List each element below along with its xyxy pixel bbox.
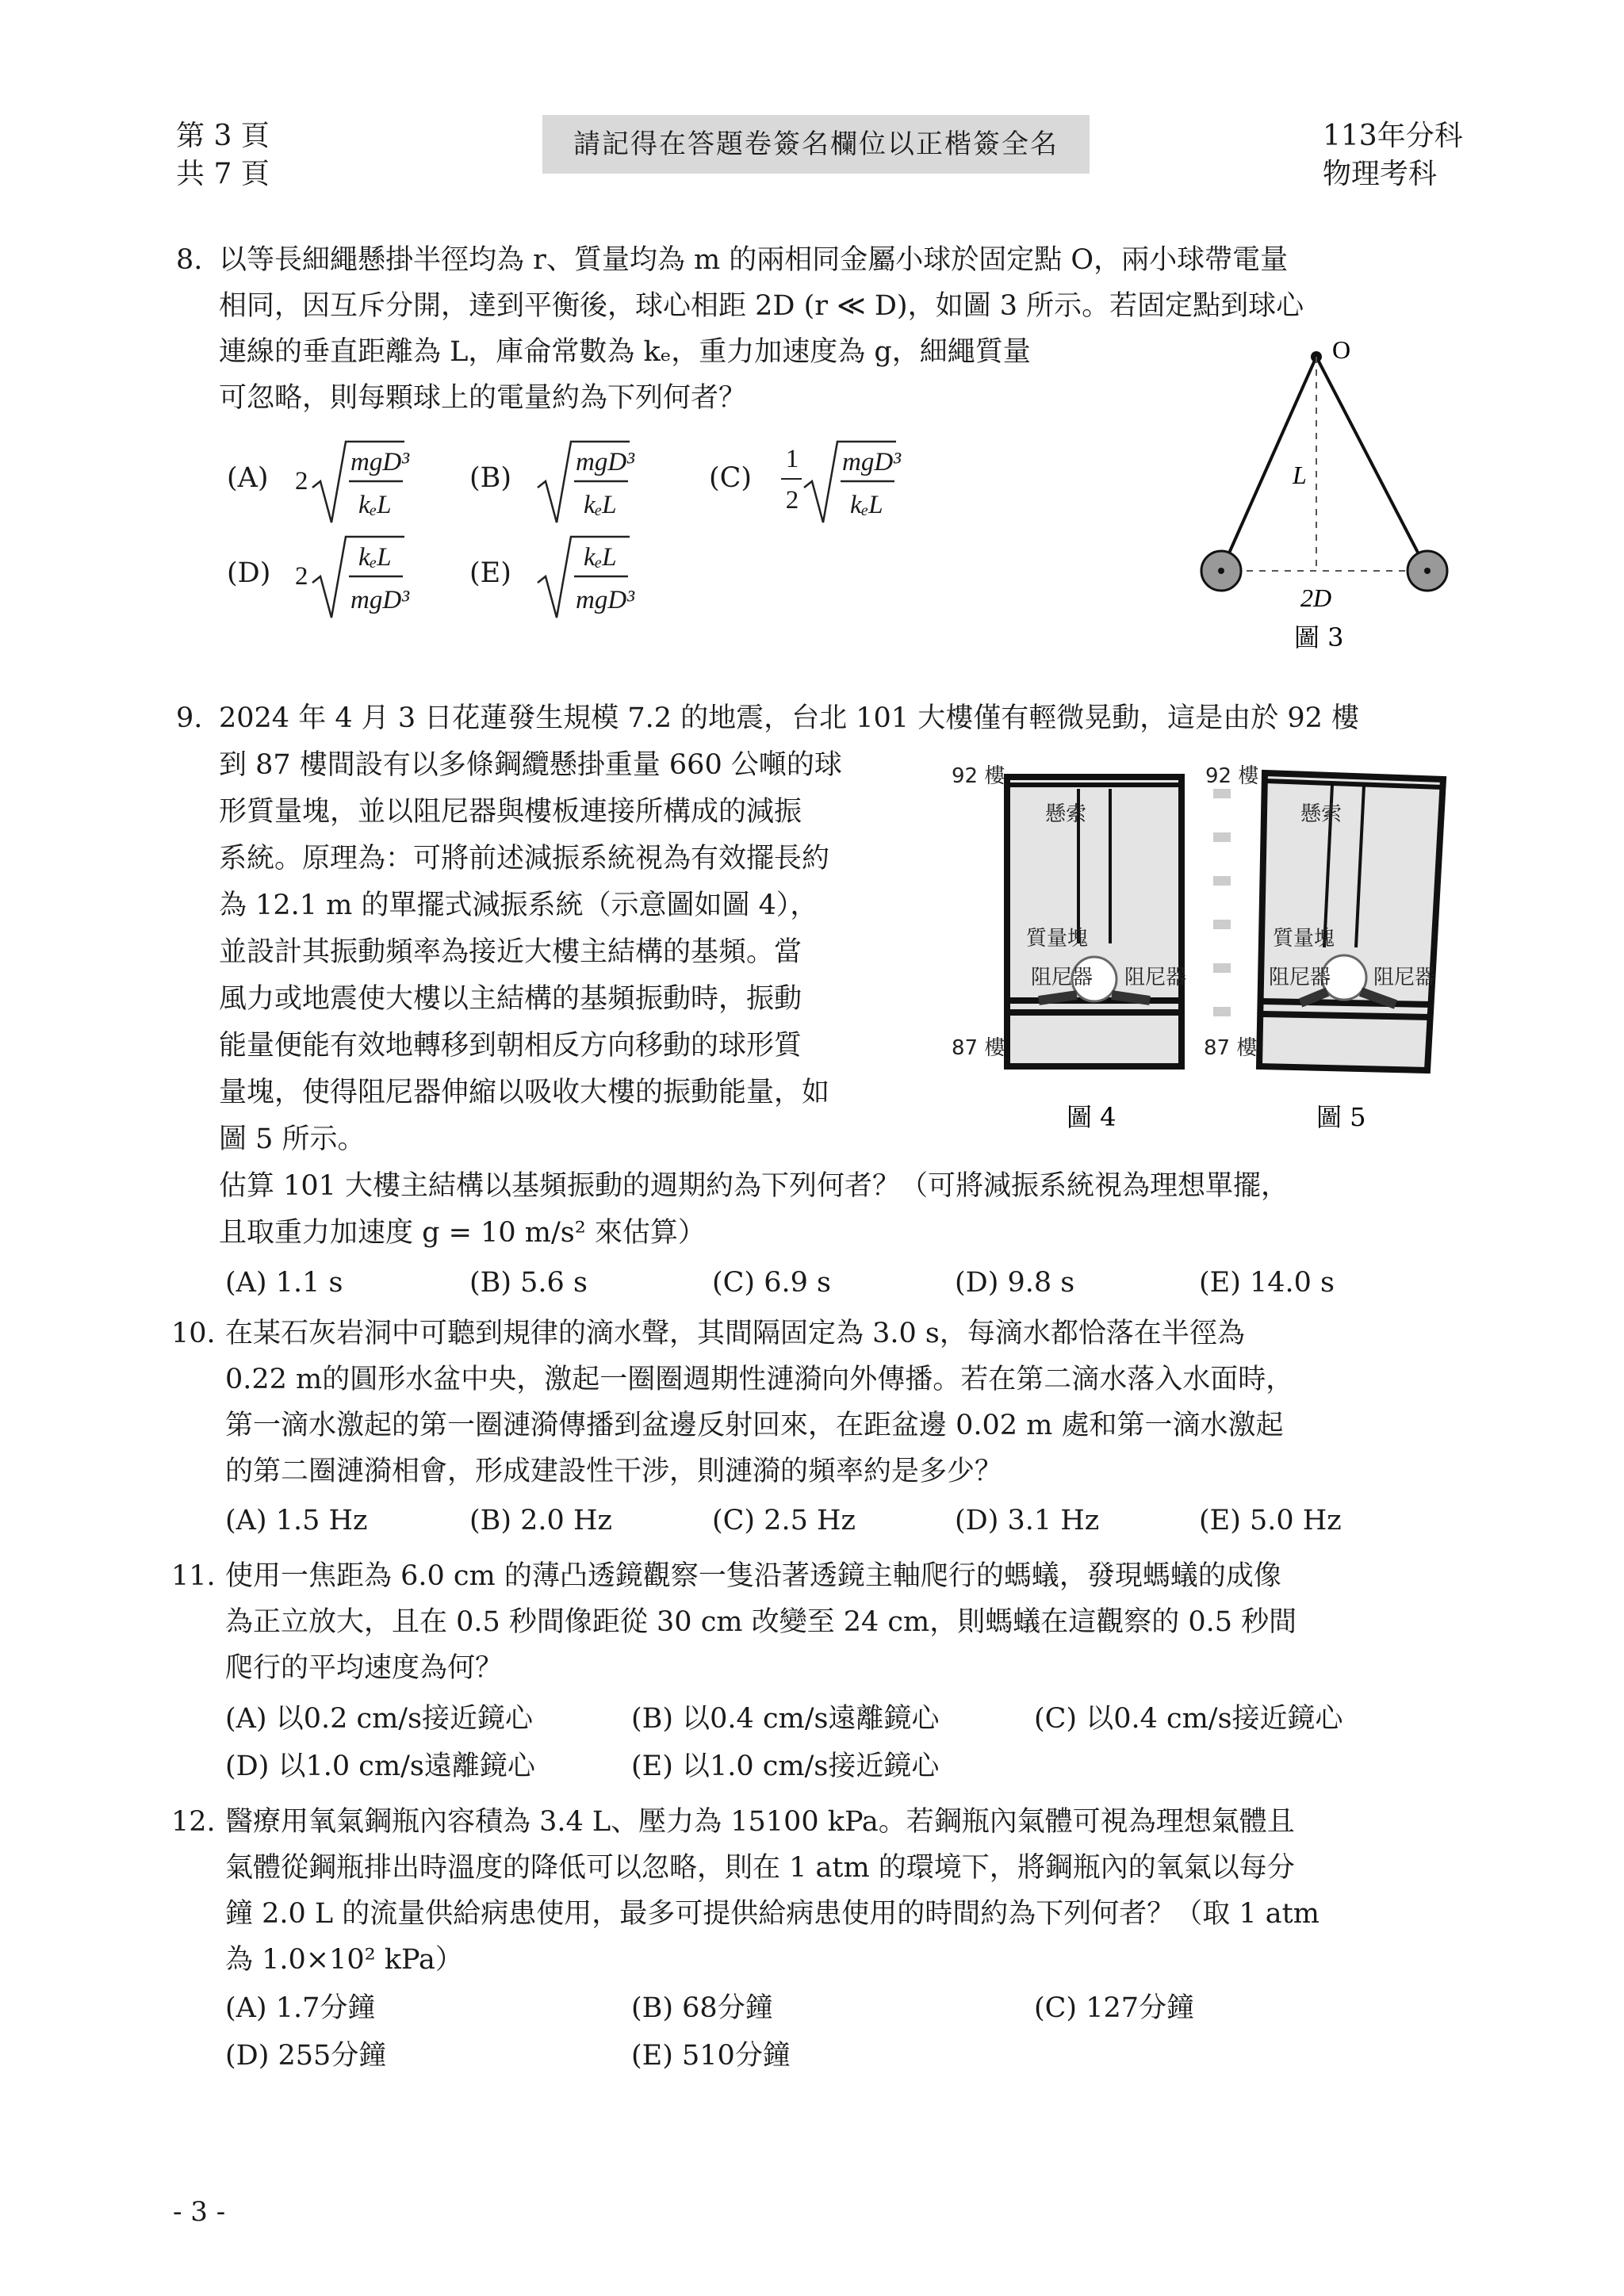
q8-text-line: 可忽略，則每顆球上的電量約為下列何者？ <box>219 382 747 414</box>
q11-option-d: (D) 以1.0 cm/s遠離鏡心 <box>225 1751 535 1782</box>
q8-option-numerator: mgD³ <box>576 448 635 476</box>
q8-option-numerator: kₑL <box>584 543 617 572</box>
q8-option-coef: 2 <box>295 467 308 496</box>
q8-option-coef: 2 <box>295 562 308 591</box>
q9-text-line: 風力或地震使大樓以主結構的基頻振動時，振動 <box>219 983 802 1015</box>
q11-text-line: 使用一焦距為 6.0 cm 的薄凸透鏡觀察一隻沿著透鏡主軸爬行的螞蟻，發現螞蟻的成像 <box>225 1560 1281 1592</box>
exam-year: 113年分科 <box>1323 120 1463 152</box>
floor-87-label: 87 樓 <box>952 1036 1005 1060</box>
q12-text-line: 鐘 2.0 L 的流量供給病患使用，最多可提供給病患使用的時間約為下列何者？（取 1 atm <box>225 1898 1320 1930</box>
q9-text-line: 並設計其振動頻率為接近大樓主結構的基頻。當 <box>219 936 802 968</box>
q10-text-line: 0.22 m的圓形水盆中央，激起一圈圈週期性漣漪向外傳播。若在第二滴水落入水面時， <box>225 1364 1294 1395</box>
floor-87-label: 87 樓 <box>1204 1036 1258 1060</box>
q8-option-denominator: kₑL <box>584 491 617 519</box>
q8-option-denominator: mgD³ <box>576 586 635 614</box>
floor-92-label: 92 樓 <box>952 764 1005 788</box>
q8-option-numerator: mgD³ <box>842 448 902 476</box>
q9-option-c: (C) 6.9 s <box>712 1267 831 1299</box>
q9-text-line: 量塊，使得阻尼器伸縮以吸收大樓的振動能量，如 <box>219 1077 830 1108</box>
damper-label: 阻尼器 <box>1031 966 1094 989</box>
q8-option-denominator: kₑL <box>358 491 392 519</box>
q12-text-line: 氣體從鋼瓶排出時溫度的降低可以忽略，則在 1 atm 的環境下，將鋼瓶內的氧氣以每分 <box>225 1852 1295 1884</box>
q10-text-line: 第一滴水激起的第一圈漣漪傳播到盆邊反射回來，在距盆邊 0.02 m 處和第一滴水激起 <box>225 1410 1284 1441</box>
q8-number: 8. <box>176 244 203 276</box>
floor-92-label: 92 樓 <box>1205 764 1259 788</box>
q8-option-label: (A) <box>227 462 269 494</box>
q8-options <box>222 440 936 630</box>
q8-option-numerator: kₑL <box>358 543 392 572</box>
q8-option-label: (B) <box>469 462 512 494</box>
exam-subject: 物理考科 <box>1323 158 1438 190</box>
q10-option-b: (B) 2.0 Hz <box>469 1505 612 1536</box>
q12-option-e: (E) 510分鐘 <box>631 2040 791 2072</box>
q10-text-line: 的第二圈漣漪相會，形成建設性干涉，則漣漪的頻率約是多少？ <box>225 1456 1003 1487</box>
q10-number: 10. <box>171 1318 216 1349</box>
q12-option-c: (C) 127分鐘 <box>1034 1992 1195 2024</box>
width-2d-label: 2D <box>1300 584 1332 612</box>
mass-label: 質量塊 <box>1273 927 1335 951</box>
figure-5-caption: 圖 5 <box>1316 1102 1366 1132</box>
q8-option-denominator: kₑL <box>850 491 883 519</box>
q10-option-d: (D) 3.1 Hz <box>955 1505 1100 1536</box>
q8-option-label: (D) <box>227 557 271 589</box>
damper-label: 阻尼器 <box>1124 966 1187 989</box>
q9-text-line: 2024 年 4 月 3 日花蓮發生規模 7.2 的地震，台北 101 大樓僅有輕微晃動，這是由於 92 樓 <box>219 702 1359 734</box>
damper-label: 阻尼器 <box>1269 966 1331 989</box>
total-pages: 共 7 頁 <box>176 158 270 190</box>
q9-option-a: (A) 1.1 s <box>225 1267 343 1299</box>
q11-text-line: 爬行的平均速度為何？ <box>225 1652 504 1684</box>
page-footer-number: - 3 - <box>173 2196 226 2228</box>
q11-text-line: 為正立放大，且在 0.5 秒間像距從 30 cm 改變至 24 cm，則螞蟻在這觀察的 0.5 秒間 <box>225 1606 1297 1638</box>
mass-label: 質量塊 <box>1026 927 1089 951</box>
q12-text-line: 為 1.0×10² kPa） <box>225 1944 463 1976</box>
height-l-label: L <box>1293 461 1307 489</box>
q8-option-label: (E) <box>469 557 511 589</box>
signature-notice-banner: 請記得在答題卷簽名欄位以正楷簽全名 <box>542 115 1090 174</box>
q11-option-c: (C) 以0.4 cm/s接近鏡心 <box>1034 1703 1343 1735</box>
cable-label: 懸索 <box>1300 802 1342 826</box>
q9-text-line: 能量便能有效地轉移到朝相反方向移動的球形質 <box>219 1030 802 1062</box>
wind-arrows <box>1213 789 1231 1016</box>
q9-text-line: 且取重力加速度 g = 10 m/s² 來估算） <box>219 1217 706 1249</box>
figure-3-pendulum-diagram <box>1189 341 1475 658</box>
q9-text-line: 到 87 樓間設有以多條鋼纜懸掛重量 660 公噸的球 <box>219 749 842 781</box>
q9-option-b: (B) 5.6 s <box>469 1267 588 1299</box>
q12-option-a: (A) 1.7分鐘 <box>225 1992 376 2024</box>
page-number: 第 3 頁 <box>176 120 270 152</box>
q10-option-e: (E) 5.0 Hz <box>1199 1505 1342 1536</box>
q8-option-coef-fraction: 1 2 <box>781 440 803 521</box>
q9-option-d: (D) 9.8 s <box>955 1267 1075 1299</box>
q8-text-line: 連線的垂直距離為 L，庫侖常數為 kₑ，重力加速度為 g，細繩質量 <box>219 336 1031 368</box>
q8-text-line: 以等長細繩懸掛半徑均為 r、質量均為 m 的兩相同金屬小球於固定點 O，兩小球帶電量 <box>219 244 1289 276</box>
q9-text-line: 形質量塊，並以阻尼器與樓板連接所構成的減振 <box>219 796 802 828</box>
point-o-label: O <box>1332 341 1351 364</box>
damper-label: 阻尼器 <box>1373 966 1436 989</box>
q11-option-b: (B) 以0.4 cm/s遠離鏡心 <box>631 1703 940 1735</box>
figure-4-5-damper-diagram <box>952 757 1475 1138</box>
q8-option-label: (C) <box>709 462 753 494</box>
q9-text-line: 圖 5 所示。 <box>219 1123 366 1155</box>
q9-text-line: 系統。原理為：可將前述減振系統視為有效擺長約 <box>219 843 830 874</box>
q12-option-d: (D) 255分鐘 <box>225 2040 387 2072</box>
q9-number: 9. <box>176 702 203 734</box>
cable-label: 懸索 <box>1045 802 1087 826</box>
q10-option-c: (C) 2.5 Hz <box>712 1505 856 1536</box>
q10-text-line: 在某石灰岩洞中可聽到規律的滴水聲，其間隔固定為 3.0 s，每滴水都恰落在半徑為 <box>225 1318 1245 1349</box>
q9-text-line: 為 12.1 m 的單擺式減振系統（示意圖如圖 4）， <box>219 890 818 921</box>
q12-option-b: (B) 68分鐘 <box>631 1992 773 2024</box>
q9-option-e: (E) 14.0 s <box>1199 1267 1335 1299</box>
q8-option-denominator: mgD³ <box>350 586 410 614</box>
q11-number: 11. <box>171 1560 216 1592</box>
q11-option-e: (E) 以1.0 cm/s接近鏡心 <box>631 1751 940 1782</box>
figure-3-caption: 圖 3 <box>1294 622 1344 652</box>
q8-option-numerator: mgD³ <box>350 448 410 476</box>
figure-4-caption: 圖 4 <box>1067 1102 1116 1132</box>
q8-text-line: 相同，因互斥分開，達到平衡後，球心相距 2D (r ≪ D)，如圖 3 所示。若固定點到球心 <box>219 290 1304 322</box>
q10-option-a: (A) 1.5 Hz <box>225 1505 368 1536</box>
q11-option-a: (A) 以0.2 cm/s接近鏡心 <box>225 1703 534 1735</box>
q12-text-line: 醫療用氧氣鋼瓶內容積為 3.4 L、壓力為 15100 kPa。若鋼瓶內氣體可視為理想氣體且 <box>225 1806 1295 1838</box>
q9-text-line: 估算 101 大樓主結構以基頻振動的週期約為下列何者？（可將減振系統視為理想單擺， <box>219 1170 1289 1202</box>
q12-number: 12. <box>171 1806 216 1838</box>
